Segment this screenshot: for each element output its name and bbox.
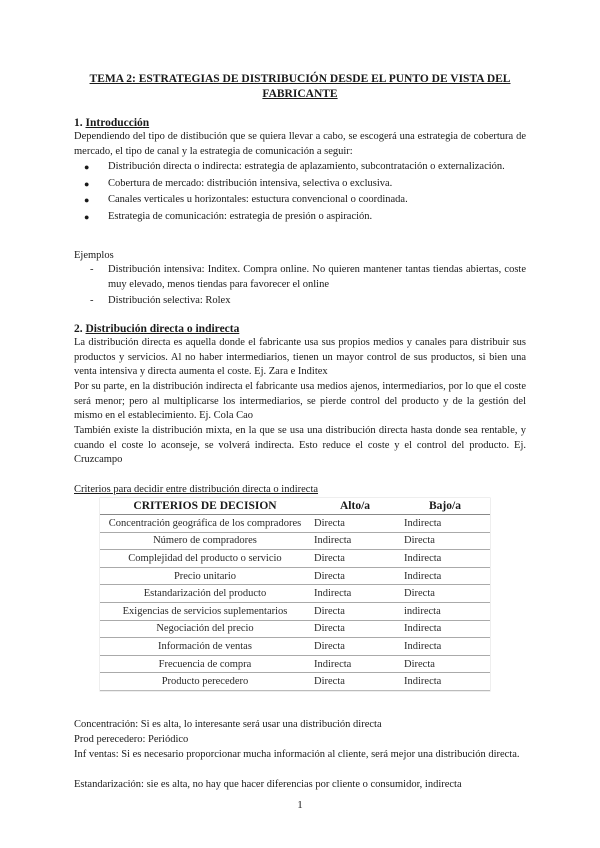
criterion-cell: Frecuencia de compra	[100, 655, 310, 673]
criterion-cell: Producto perecedero	[100, 673, 310, 691]
note-concentration: Concentración: Si es alta, lo interesante será usar una distribución directa	[74, 719, 382, 730]
criterion-cell: Estandarización del producto	[100, 585, 310, 603]
table-header-row	[100, 498, 490, 515]
criterion-cell: Número de compradores	[100, 532, 310, 550]
criterion-cell: Precio unitario	[100, 567, 310, 585]
low-value-cell: Indirecta	[400, 515, 490, 533]
title-line-2: FABRICANTE	[262, 88, 338, 100]
bullet-dot-icon: ●	[84, 211, 90, 222]
low-value-cell: Directa	[400, 655, 490, 673]
note-perishable: Prod perecedero: Periódico	[74, 734, 189, 745]
low-value-cell: indirecta	[400, 602, 490, 620]
criterion-cell: Negociación del precio	[100, 620, 310, 638]
high-value-cell: Directa	[310, 515, 400, 533]
table-row	[100, 602, 490, 620]
examples-list	[74, 263, 526, 311]
low-value-cell: Directa	[400, 532, 490, 550]
high-value-cell: Indirecta	[310, 532, 400, 550]
high-value-cell: Directa	[310, 620, 400, 638]
section-1-number: 1.	[74, 117, 83, 129]
dash-icon: -	[90, 264, 94, 275]
header-criteria: CRITERIOS DE DECISION	[100, 498, 310, 515]
example-item	[74, 294, 526, 309]
bullet-dot-icon: ●	[84, 178, 90, 189]
title-line-1: TEMA 2: ESTRATEGIAS DE DISTRIBUCIÓN DESDE EL PUNTO DE VISTA DEL	[89, 73, 511, 85]
low-value-cell: Indirecta	[400, 638, 490, 656]
note-standardization: Estandarización: sie es alta, no hay que hacer diferencias por cliente o consumidor, indirecta	[74, 779, 462, 790]
criteria-table	[100, 498, 490, 691]
table-row	[100, 532, 490, 550]
criterion-cell: Complejidad del producto o servicio	[100, 550, 310, 568]
bullet-dot-icon: ●	[84, 195, 90, 205]
high-value-cell: Directa	[310, 567, 400, 585]
table-row	[100, 655, 490, 673]
section-2-number: 2.	[74, 323, 83, 335]
section-2-title: Distribución directa o indirecta	[85, 323, 240, 335]
section-2-paragraph-mixed: También existe la distribución mixta, en la que se usa una distribución directa hasta donde sea rentable, y cuando el coste lo aconseje, se volverá indirecta. Esto reduce el coste y el control del producto. Ej. Cruzcampo	[74, 425, 526, 465]
high-value-cell: Indirecta	[310, 585, 400, 603]
high-value-cell: Directa	[310, 638, 400, 656]
example-item	[74, 263, 526, 292]
section-2-paragraph-indirect: Por su parte, en la distribución indirecta el fabricante usa medios ajenos, intermediarios, por lo que el coste será menor; pero al multiplicarse los intermediarios, se pierde control del producto y de la gestión del mismo en el establecimiento. Ej. Cola Cao	[74, 381, 526, 421]
table-row	[100, 620, 490, 638]
bullet-text: Estrategia de comunicación: estrategia de presión o aspiración.	[108, 210, 373, 222]
section-1-intro-paragraph: Dependiendo del tipo de distibución que se quiera llevar a cabo, se escogerá una estrategia de cobertura de mercado, el tipo de canal y la estrategia de comunicación a seguir:	[74, 131, 526, 157]
section-1-title: Introducción	[85, 117, 150, 129]
examples-label: Ejemplos	[74, 250, 114, 261]
header-low: Bajo/a	[400, 498, 490, 515]
bullet-text: Cobertura de mercado: distribución intensiva, selectiva o exclusiva.	[108, 177, 393, 189]
table-row	[100, 550, 490, 568]
low-value-cell: Indirecta	[400, 550, 490, 568]
high-value-cell: Directa	[310, 673, 400, 691]
header-high: Alto/a	[310, 498, 400, 515]
table-row	[100, 567, 490, 585]
section-2-paragraph-direct: La distribución directa es aquella donde el fabricante usa sus propios medios y canales para distribuir sus productos y servicios. Al no haber intermediarios, tienen un mayor control de sus productos, si bien una venta intensiva y directa aumenta el coste. Ej. Zara e Inditex	[74, 337, 526, 377]
criterion-cell: Información de ventas	[100, 638, 310, 656]
document-title	[70, 72, 530, 102]
example-text: Distribución intensiva: Inditex. Compra online. No quieren mantener tantas tiendas abiertas, coste muy elevado, menos tiendas para favorecer el online	[108, 264, 526, 290]
note-sales-info: Inf ventas: Si es necesario proporcionar mucha información al cliente, será mejor una distribución directa.	[74, 749, 520, 760]
section-1-heading	[74, 116, 149, 130]
table-row	[100, 638, 490, 656]
bullet-item	[74, 177, 526, 192]
criterion-cell: Exigencias de servicios suplementarios	[100, 602, 310, 620]
example-text: Distribución selectiva: Rolex	[108, 295, 231, 306]
bullet-text: Canales verticales u horizontales: estuctura convencional o coordinada.	[108, 194, 408, 205]
high-value-cell: Indirecta	[310, 655, 400, 673]
criterion-cell: Concentración geográfica de los compradores	[100, 515, 310, 533]
table-caption: Criterios para decidir entre distribución directa o indirecta	[74, 484, 319, 495]
table-row	[100, 515, 490, 533]
strategy-bullet-list	[74, 160, 526, 226]
table-row	[100, 585, 490, 603]
bullet-item	[74, 210, 526, 225]
low-value-cell: Indirecta	[400, 620, 490, 638]
low-value-cell: Indirecta	[400, 567, 490, 585]
bullet-item	[74, 160, 526, 175]
low-value-cell: Directa	[400, 585, 490, 603]
section-2-heading	[74, 322, 239, 336]
low-value-cell: Indirecta	[400, 673, 490, 691]
bullet-dot-icon: ●	[84, 162, 90, 172]
bullet-item	[74, 193, 526, 208]
bullet-text: Distribución directa o indirecta: estrategia de aplazamiento, subcontratación o externalización.	[108, 161, 505, 172]
dash-icon: -	[90, 295, 94, 306]
high-value-cell: Directa	[310, 602, 400, 620]
table-row	[100, 673, 490, 691]
page-number: 1	[297, 799, 303, 811]
high-value-cell: Directa	[310, 550, 400, 568]
